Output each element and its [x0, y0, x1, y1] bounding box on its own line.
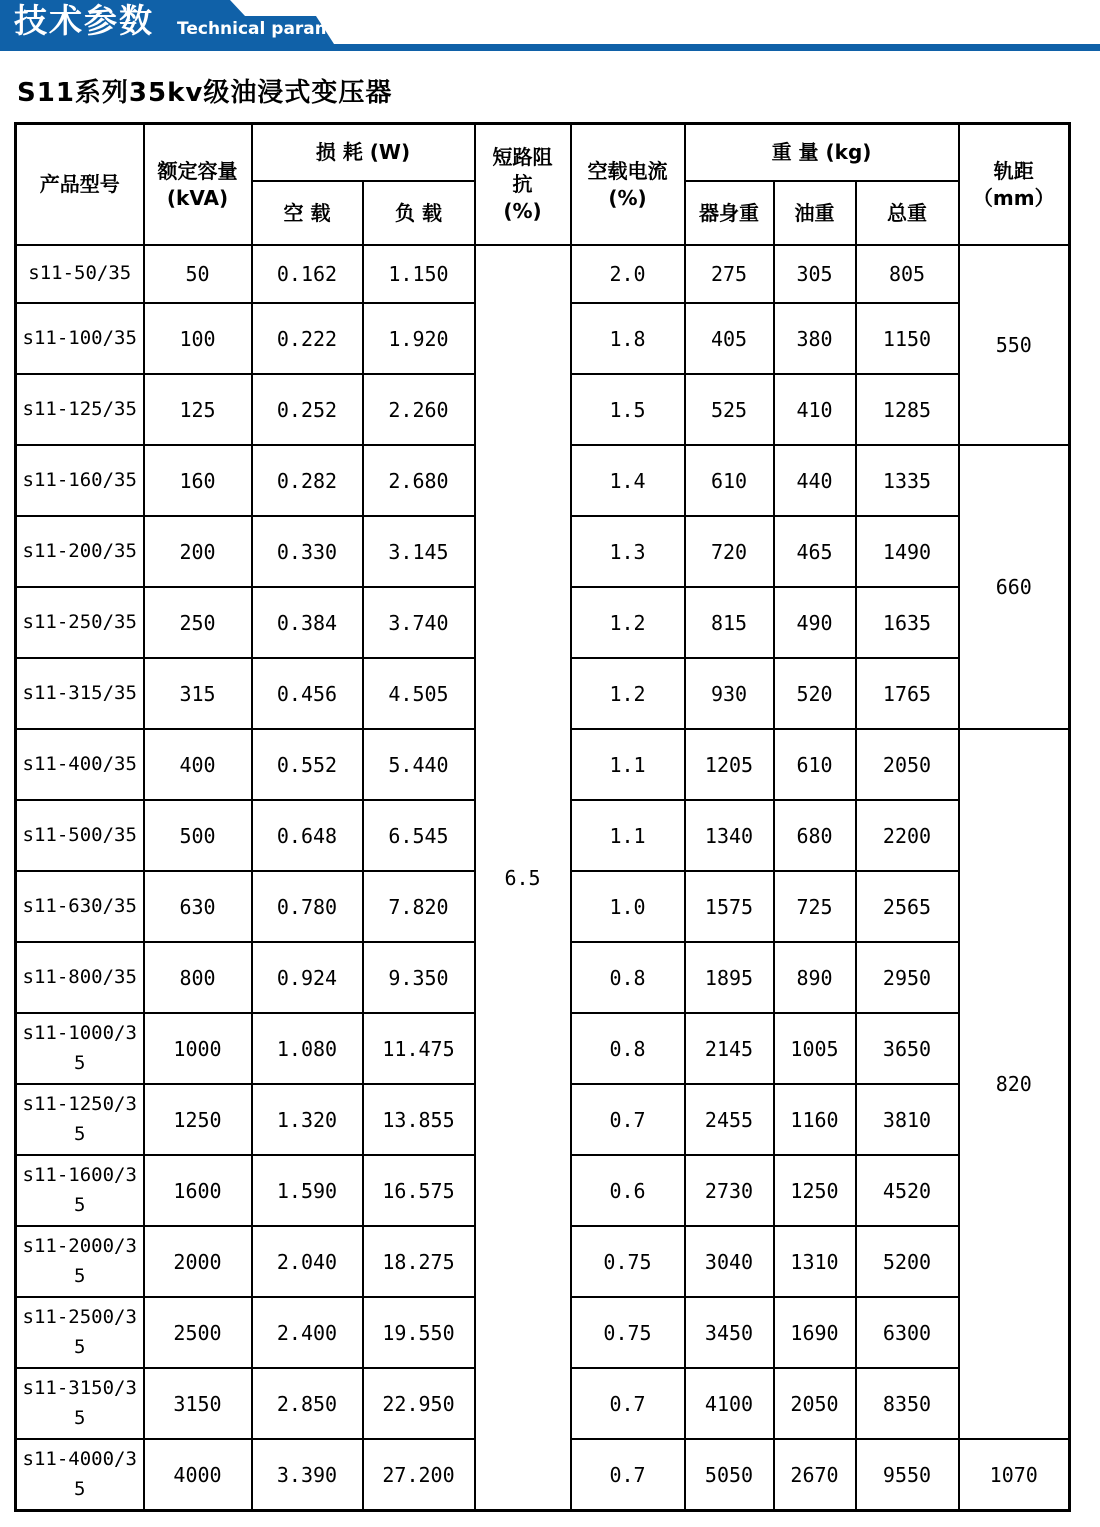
- cell-total-weight: 2200: [856, 800, 959, 871]
- cell-oil-weight: 1690: [774, 1297, 856, 1368]
- cell-capacity: 2500: [144, 1297, 252, 1368]
- cell-model: s11-3150/35: [16, 1368, 144, 1439]
- header-loss-group-label: 损 耗 (W): [315, 140, 411, 164]
- cell-oil-weight: 2670: [774, 1439, 856, 1511]
- cell-body-weight: 1575: [685, 871, 774, 942]
- cell-noload-loss: 0.252: [252, 374, 363, 445]
- cell-gauge: 660: [959, 445, 1070, 729]
- cell-body-weight: 815: [685, 587, 774, 658]
- cell-total-weight: 6300: [856, 1297, 959, 1368]
- cell-model: s11-1250/35: [16, 1084, 144, 1155]
- cell-body-weight: 275: [685, 245, 774, 303]
- cell-capacity: 200: [144, 516, 252, 587]
- cell-total-weight: 1285: [856, 374, 959, 445]
- header-gauge-label: 轨距: [993, 158, 1034, 183]
- cell-model: s11-315/35: [16, 658, 144, 729]
- cell-oil-weight: 440: [774, 445, 856, 516]
- cell-noload-current: 1.1: [571, 729, 685, 800]
- cell-model: s11-160/35: [16, 445, 144, 516]
- cell-load-loss: 1.920: [363, 303, 475, 374]
- cell-noload-loss: 2.040: [252, 1226, 363, 1297]
- cell-total-weight: 2950: [856, 942, 959, 1013]
- cell-capacity: 1000: [144, 1013, 252, 1084]
- header-capacity: [144, 124, 252, 246]
- cell-load-loss: 3.740: [363, 587, 475, 658]
- cell-load-loss: 5.440: [363, 729, 475, 800]
- cell-noload-current: 1.1: [571, 800, 685, 871]
- cell-capacity: 50: [144, 245, 252, 303]
- cell-noload-current: 1.2: [571, 587, 685, 658]
- cell-noload-loss: 1.320: [252, 1084, 363, 1155]
- header-weight-group-label: 重 量 (kg): [771, 140, 872, 164]
- cell-oil-weight: 1250: [774, 1155, 856, 1226]
- cell-model: s11-2000/35: [16, 1226, 144, 1297]
- header-capacity-unit: (kVA): [166, 185, 229, 210]
- cell-body-weight: 1205: [685, 729, 774, 800]
- banner: [0, 0, 1100, 52]
- spec-table-body: [16, 245, 1070, 1511]
- cell-model: s11-1000/35: [16, 1013, 144, 1084]
- cell-noload-current: 0.75: [571, 1226, 685, 1297]
- cell-capacity: 800: [144, 942, 252, 1013]
- cell-load-loss: 4.505: [363, 658, 475, 729]
- cell-noload-loss: 0.162: [252, 245, 363, 303]
- cell-noload-loss: 2.850: [252, 1368, 363, 1439]
- cell-body-weight: 1340: [685, 800, 774, 871]
- cell-model: s11-250/35: [16, 587, 144, 658]
- cell-noload-current: 0.8: [571, 1013, 685, 1084]
- header-gauge: [959, 124, 1070, 246]
- page-title: S11系列35kv级油浸式变压器: [17, 78, 393, 108]
- cell-capacity: 4000: [144, 1439, 252, 1511]
- header-noload-current: [571, 124, 685, 246]
- header-total-weight: [856, 181, 959, 245]
- cell-oil-weight: 2050: [774, 1368, 856, 1439]
- cell-noload-loss: 1.080: [252, 1013, 363, 1084]
- cell-noload-loss: 0.780: [252, 871, 363, 942]
- cell-body-weight: 930: [685, 658, 774, 729]
- cell-model: s11-400/35: [16, 729, 144, 800]
- cell-noload-loss: 0.282: [252, 445, 363, 516]
- cell-total-weight: 2050: [856, 729, 959, 800]
- header-load-loss-label: 负 载: [395, 200, 442, 225]
- header-capacity-label: 额定容量: [157, 158, 238, 183]
- cell-capacity: 250: [144, 587, 252, 658]
- cell-oil-weight: 610: [774, 729, 856, 800]
- cell-capacity: 3150: [144, 1368, 252, 1439]
- header-model-label: 产品型号: [39, 172, 120, 196]
- header-oil-weight-label: 油重: [794, 200, 835, 225]
- cell-noload-current: 1.4: [571, 445, 685, 516]
- cell-load-loss: 3.145: [363, 516, 475, 587]
- cell-load-loss: 6.545: [363, 800, 475, 871]
- cell-capacity: 400: [144, 729, 252, 800]
- cell-noload-current: 1.3: [571, 516, 685, 587]
- cell-model: s11-800/35: [16, 942, 144, 1013]
- cell-total-weight: 1335: [856, 445, 959, 516]
- cell-model: s11-4000/35: [16, 1439, 144, 1511]
- cell-body-weight: 3450: [685, 1297, 774, 1368]
- cell-noload-loss: 0.330: [252, 516, 363, 587]
- cell-noload-loss: 0.384: [252, 587, 363, 658]
- cell-total-weight: 1765: [856, 658, 959, 729]
- cell-body-weight: 5050: [685, 1439, 774, 1511]
- cell-model: s11-125/35: [16, 374, 144, 445]
- cell-body-weight: 2455: [685, 1084, 774, 1155]
- cell-load-loss: 27.200: [363, 1439, 475, 1511]
- spec-table: [14, 122, 1071, 1512]
- header-noload-loss: [252, 181, 363, 245]
- cell-oil-weight: 520: [774, 658, 856, 729]
- banner-title-zh: 技术参数: [14, 1, 154, 40]
- cell-oil-weight: 305: [774, 245, 856, 303]
- cell-noload-current: 1.2: [571, 658, 685, 729]
- banner-ribbon-shape: [0, 0, 1100, 52]
- cell-noload-current: 0.7: [571, 1084, 685, 1155]
- cell-model: s11-50/35: [16, 245, 144, 303]
- cell-model: s11-1600/35: [16, 1155, 144, 1226]
- cell-oil-weight: 410: [774, 374, 856, 445]
- cell-oil-weight: 680: [774, 800, 856, 871]
- cell-noload-loss: 0.924: [252, 942, 363, 1013]
- cell-oil-weight: 1310: [774, 1226, 856, 1297]
- cell-gauge: 1070: [959, 1439, 1070, 1511]
- header-model: [16, 124, 144, 246]
- cell-noload-current: 2.0: [571, 245, 685, 303]
- header-impedance-unit: (%): [503, 199, 542, 223]
- header-total-weight-label: 总重: [887, 200, 927, 225]
- cell-total-weight: 1150: [856, 303, 959, 374]
- header-impedance: [475, 124, 571, 246]
- cell-gauge: 550: [959, 245, 1070, 445]
- cell-capacity: 160: [144, 445, 252, 516]
- header-oil-weight: [774, 181, 856, 245]
- header-noload-current-unit: (%): [608, 185, 647, 210]
- cell-noload-current: 0.75: [571, 1297, 685, 1368]
- cell-body-weight: 1895: [685, 942, 774, 1013]
- cell-load-loss: 2.680: [363, 445, 475, 516]
- cell-noload-current: 1.5: [571, 374, 685, 445]
- cell-gauge: 820: [959, 729, 1070, 1439]
- header-body-weight: [685, 181, 774, 245]
- cell-model: s11-630/35: [16, 871, 144, 942]
- cell-body-weight: 720: [685, 516, 774, 587]
- cell-body-weight: 2145: [685, 1013, 774, 1084]
- cell-total-weight: 9550: [856, 1439, 959, 1511]
- cell-total-weight: 1635: [856, 587, 959, 658]
- header-impedance-line1: 短路阻: [492, 145, 553, 169]
- cell-noload-loss: 1.590: [252, 1155, 363, 1226]
- cell-noload-loss: 0.222: [252, 303, 363, 374]
- cell-body-weight: 610: [685, 445, 774, 516]
- cell-oil-weight: 1005: [774, 1013, 856, 1084]
- cell-noload-current: 0.8: [571, 942, 685, 1013]
- cell-total-weight: 3650: [856, 1013, 959, 1084]
- cell-noload-current: 1.8: [571, 303, 685, 374]
- header-weight-group: [685, 124, 959, 182]
- cell-capacity: 1600: [144, 1155, 252, 1226]
- cell-capacity: 125: [144, 374, 252, 445]
- cell-noload-current: 0.7: [571, 1368, 685, 1439]
- cell-noload-current: 0.7: [571, 1439, 685, 1511]
- cell-total-weight: 2565: [856, 871, 959, 942]
- cell-capacity: 100: [144, 303, 252, 374]
- cell-noload-loss: 0.552: [252, 729, 363, 800]
- cell-model: s11-2500/35: [16, 1297, 144, 1368]
- cell-load-loss: 19.550: [363, 1297, 475, 1368]
- cell-body-weight: 525: [685, 374, 774, 445]
- banner-title-en: Technical parameter: [177, 19, 373, 39]
- header-body-weight-label: 器身重: [699, 200, 759, 225]
- cell-load-loss: 9.350: [363, 942, 475, 1013]
- cell-body-weight: 2730: [685, 1155, 774, 1226]
- cell-noload-loss: 0.648: [252, 800, 363, 871]
- cell-total-weight: 3810: [856, 1084, 959, 1155]
- cell-noload-loss: 0.456: [252, 658, 363, 729]
- cell-load-loss: 7.820: [363, 871, 475, 942]
- header-gauge-unit: （mm）: [972, 185, 1055, 210]
- cell-body-weight: 3040: [685, 1226, 774, 1297]
- cell-total-weight: 8350: [856, 1368, 959, 1439]
- cell-noload-loss: 2.400: [252, 1297, 363, 1368]
- cell-capacity: 500: [144, 800, 252, 871]
- table-row: [16, 245, 1070, 303]
- cell-oil-weight: 890: [774, 942, 856, 1013]
- cell-total-weight: 805: [856, 245, 959, 303]
- cell-body-weight: 4100: [685, 1368, 774, 1439]
- cell-oil-weight: 465: [774, 516, 856, 587]
- cell-impedance: 6.5: [475, 245, 571, 1511]
- cell-load-loss: 11.475: [363, 1013, 475, 1084]
- header-loss-group: [252, 124, 475, 182]
- header-noload-current-label: 空载电流: [587, 158, 668, 183]
- spec-table-header: [16, 124, 1070, 246]
- cell-capacity: 2000: [144, 1226, 252, 1297]
- cell-model: s11-200/35: [16, 516, 144, 587]
- cell-capacity: 315: [144, 658, 252, 729]
- cell-body-weight: 405: [685, 303, 774, 374]
- cell-load-loss: 13.855: [363, 1084, 475, 1155]
- cell-oil-weight: 1160: [774, 1084, 856, 1155]
- cell-load-loss: 1.150: [363, 245, 475, 303]
- header-load-loss: [363, 181, 475, 245]
- cell-oil-weight: 380: [774, 303, 856, 374]
- cell-total-weight: 4520: [856, 1155, 959, 1226]
- cell-total-weight: 5200: [856, 1226, 959, 1297]
- cell-model: s11-500/35: [16, 800, 144, 871]
- cell-total-weight: 1490: [856, 516, 959, 587]
- cell-oil-weight: 725: [774, 871, 856, 942]
- cell-capacity: 630: [144, 871, 252, 942]
- cell-noload-loss: 3.390: [252, 1439, 363, 1511]
- cell-oil-weight: 490: [774, 587, 856, 658]
- cell-load-loss: 18.275: [363, 1226, 475, 1297]
- header-impedance-line2: 抗: [512, 172, 533, 196]
- cell-capacity: 1250: [144, 1084, 252, 1155]
- cell-noload-current: 1.0: [571, 871, 685, 942]
- cell-model: s11-100/35: [16, 303, 144, 374]
- cell-load-loss: 22.950: [363, 1368, 475, 1439]
- cell-noload-current: 0.6: [571, 1155, 685, 1226]
- header-noload-loss-label: 空 载: [283, 200, 331, 225]
- cell-load-loss: 2.260: [363, 374, 475, 445]
- cell-load-loss: 16.575: [363, 1155, 475, 1226]
